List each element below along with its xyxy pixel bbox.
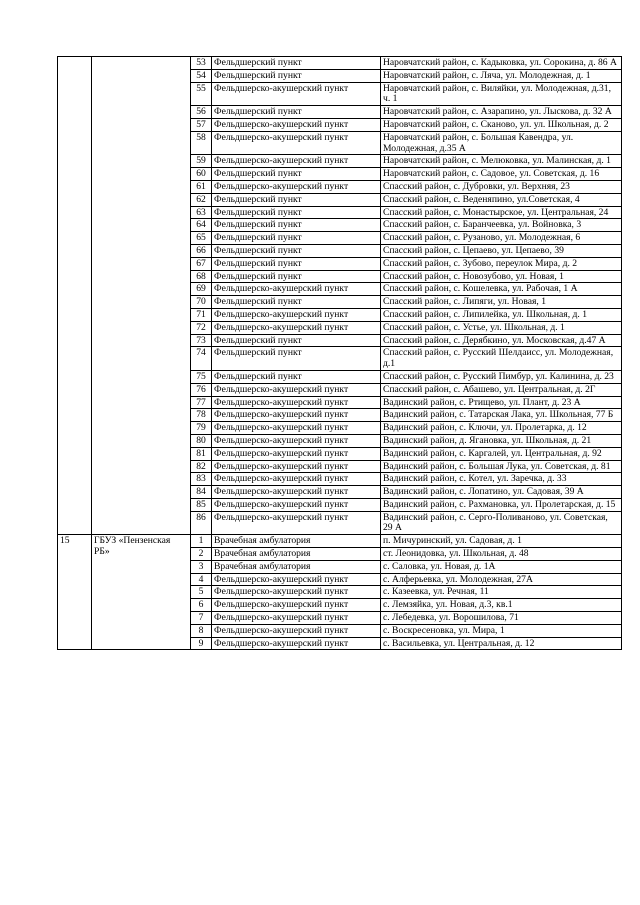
facility-type-cell: Фельдшерский пункт [212,257,381,270]
table-row [58,535,622,548]
row-number-cell: 84 [191,486,212,499]
row-number-cell: 56 [191,106,212,119]
facility-address-cell: Вадинский район, с. Рахмановка, ул. Пролетарская, д. 15 [381,498,622,511]
row-number-cell: 69 [191,283,212,296]
row-number-cell: 6 [191,599,212,612]
facility-address-cell: Наровчатский район, с. Ляча, ул. Молодежная, д. 1 [381,69,622,82]
org-name-cell [92,57,191,535]
row-number-cell: 60 [191,168,212,181]
facility-type-cell: Фельдшерско-акушерский пункт [212,308,381,321]
facility-type-cell: Фельдшерский пункт [212,106,381,119]
facility-type-cell: Фельдшерский пункт [212,244,381,257]
row-number-cell: 55 [191,82,212,106]
row-number-cell: 70 [191,296,212,309]
facility-type-cell: Врачебная амбулатория [212,535,381,548]
row-number-cell: 7 [191,612,212,625]
facility-address-cell: с. Казеевка, ул. Речная, 11 [381,586,622,599]
facility-address-cell: Спасский район, с. Кошелевка, ул. Рабочая, 1 А [381,283,622,296]
facility-type-cell: Фельдшерский пункт [212,69,381,82]
org-number-cell: 15 [58,535,92,650]
facility-address-cell: ст. Леонидовка, ул. Школьная, д. 48 [381,548,622,561]
facility-address-cell: с. Васильевка, ул. Центральная, д. 12 [381,637,622,650]
row-number-cell: 66 [191,244,212,257]
facility-type-cell: Фельдшерский пункт [212,334,381,347]
facility-type-cell: Фельдшерско-акушерский пункт [212,396,381,409]
facility-type-cell: Фельдшерско-акушерский пункт [212,82,381,106]
facility-address-cell: Вадинский район, с. Котел, ул. Заречка, д. 33 [381,473,622,486]
row-number-cell: 85 [191,498,212,511]
facility-type-cell: Фельдшерско-акушерский пункт [212,624,381,637]
facility-address-cell: Спасский район, с. Устье, ул. Школьная, д. 1 [381,321,622,334]
facility-type-cell: Фельдшерско-акушерский пункт [212,599,381,612]
facility-type-cell: Фельдшерский пункт [212,232,381,245]
row-number-cell: 71 [191,308,212,321]
row-number-cell: 57 [191,118,212,131]
org-name-cell: ГБУЗ «Пензенская РБ» [92,535,191,650]
facilities-table [57,56,622,650]
row-number-cell: 2 [191,548,212,561]
row-number-cell: 1 [191,535,212,548]
row-number-cell: 61 [191,180,212,193]
facility-type-cell: Фельдшерско-акушерский пункт [212,473,381,486]
facility-type-cell: Фельдшерский пункт [212,168,381,181]
row-number-cell: 67 [191,257,212,270]
row-number-cell: 64 [191,219,212,232]
facility-type-cell: Фельдшерско-акушерский пункт [212,447,381,460]
facility-type-cell: Фельдшерско-акушерский пункт [212,637,381,650]
row-number-cell: 74 [191,347,212,371]
facility-type-cell: Фельдшерско-акушерский пункт [212,573,381,586]
row-number-cell: 3 [191,560,212,573]
facility-address-cell: Спасский район, с. Баранчеевка, ул. Войновка, 3 [381,219,622,232]
facility-address-cell: Спасский район, с. Зубово, переулок Мира, д. 2 [381,257,622,270]
facility-address-cell: с. Саловка, ул. Новая, д. 1А [381,560,622,573]
row-number-cell: 82 [191,460,212,473]
row-number-cell: 59 [191,155,212,168]
facility-type-cell: Фельдшерско-акушерский пункт [212,409,381,422]
facility-address-cell: Спасский район, с. Липяги, ул. Новая, 1 [381,296,622,309]
facility-address-cell: Наровчатский район, с. Садовое, ул. Советская, д. 16 [381,168,622,181]
facility-address-cell: с. Лемзяйка, ул. Новая, д.3, кв.1 [381,599,622,612]
facility-type-cell: Фельдшерский пункт [212,370,381,383]
facility-address-cell: Спасский район, с. Рузаново, ул. Молодежная, 6 [381,232,622,245]
facility-type-cell: Фельдшерско-акушерский пункт [212,155,381,168]
facility-address-cell: Наровчатский район, с. Азарапино, ул. Лыскова, д. 32 А [381,106,622,119]
facility-type-cell: Фельдшерский пункт [212,347,381,371]
row-number-cell: 68 [191,270,212,283]
facility-type-cell: Врачебная амбулатория [212,560,381,573]
facility-address-cell: Вадинский район, с. Большая Лука, ул. Советская, д. 81 [381,460,622,473]
facility-address-cell: Вадинский район, с. Ключи, ул. Пролетарка, д. 12 [381,422,622,435]
row-number-cell: 63 [191,206,212,219]
facility-type-cell: Врачебная амбулатория [212,548,381,561]
row-number-cell: 9 [191,637,212,650]
row-number-cell: 65 [191,232,212,245]
row-number-cell: 77 [191,396,212,409]
facility-type-cell: Фельдшерско-акушерский пункт [212,283,381,296]
facility-address-cell: Спасский район, с. Дерябкино, ул. Московская, д.47 А [381,334,622,347]
facility-type-cell: Фельдшерско-акушерский пункт [212,486,381,499]
row-number-cell: 83 [191,473,212,486]
facility-type-cell: Фельдшерско-акушерский пункт [212,422,381,435]
row-number-cell: 73 [191,334,212,347]
facility-type-cell: Фельдшерский пункт [212,57,381,70]
facility-address-cell: Вадинский район, с. Лопатино, ул. Садовая, 39 А [381,486,622,499]
row-number-cell: 86 [191,511,212,535]
facility-address-cell: Вадинский район, с. Серго-Поливаново, ул. Советская, 29 А [381,511,622,535]
table-row [58,57,622,70]
facility-type-cell: Фельдшерский пункт [212,193,381,206]
facility-type-cell: Фельдшерско-акушерский пункт [212,321,381,334]
facility-address-cell: Спасский район, с. Новозубово, ул. Новая, 1 [381,270,622,283]
row-number-cell: 75 [191,370,212,383]
facility-type-cell: Фельдшерско-акушерский пункт [212,434,381,447]
facility-type-cell: Фельдшерский пункт [212,270,381,283]
facility-address-cell: Спасский район, с. Дубровки, ул. Верхняя, 23 [381,180,622,193]
facility-type-cell: Фельдшерский пункт [212,296,381,309]
facility-type-cell: Фельдшерско-акушерский пункт [212,586,381,599]
org-number-cell [58,57,92,535]
facility-type-cell: Фельдшерско-акушерский пункт [212,383,381,396]
row-number-cell: 72 [191,321,212,334]
facility-type-cell: Фельдшерско-акушерский пункт [212,118,381,131]
row-number-cell: 5 [191,586,212,599]
row-number-cell: 53 [191,57,212,70]
row-number-cell: 81 [191,447,212,460]
facility-address-cell: Наровчатский район, с. Мелюковка, ул. Малинская, д. 1 [381,155,622,168]
facility-address-cell: Спасский район, с. Монастырское, ул. Центральная, 24 [381,206,622,219]
facility-type-cell: Фельдшерско-акушерский пункт [212,180,381,193]
row-number-cell: 79 [191,422,212,435]
facility-address-cell: с. Воскресеновка, ул. Мира, 1 [381,624,622,637]
facility-address-cell: Вадинский район, с. Ртищево, ул. Плант, д. 23 А [381,396,622,409]
facility-type-cell: Фельдшерский пункт [212,206,381,219]
facility-address-cell: Спасский район, с. Русский Шелдаисс, ул. Молодежная, д.1 [381,347,622,371]
facility-address-cell: с. Лебедевка, ул. Ворошилова, 71 [381,612,622,625]
facility-address-cell: Спасский район, с. Липилейка, ул. Школьная, д. 1 [381,308,622,321]
facility-address-cell: Наровчатский район, с. Виляйки, ул. Молодежная, д.31, ч. 1 [381,82,622,106]
row-number-cell: 4 [191,573,212,586]
row-number-cell: 76 [191,383,212,396]
facility-type-cell: Фельдшерско-акушерский пункт [212,131,381,155]
facility-address-cell: Спасский район, с. Абашево, ул. Центральная, д. 2Г [381,383,622,396]
facility-type-cell: Фельдшерский пункт [212,219,381,232]
row-number-cell: 8 [191,624,212,637]
row-number-cell: 54 [191,69,212,82]
facility-address-cell: Наровчатский район, с. Кадыковка, ул. Сорокина, д. 86 А [381,57,622,70]
facility-address-cell: Наровчатский район, с. Сканово, ул. ул. Школьная, д. 2 [381,118,622,131]
facility-type-cell: Фельдшерско-акушерский пункт [212,460,381,473]
facility-address-cell: Вадинский район, с. Татарская Лака, ул. Школьная, 77 Б [381,409,622,422]
row-number-cell: 62 [191,193,212,206]
facility-address-cell: Вадинский район, д. Ягановка, ул. Школьная, д. 21 [381,434,622,447]
row-number-cell: 80 [191,434,212,447]
facility-type-cell: Фельдшерско-акушерский пункт [212,612,381,625]
row-number-cell: 78 [191,409,212,422]
facility-type-cell: Фельдшерско-акушерский пункт [212,498,381,511]
facility-address-cell: п. Мичуринский, ул. Садовая, д. 1 [381,535,622,548]
facility-address-cell: Спасский район, с. Цепаево, ул. Цепаево, 39 [381,244,622,257]
facility-type-cell: Фельдшерско-акушерский пункт [212,511,381,535]
row-number-cell: 58 [191,131,212,155]
facility-address-cell: Спасский район, с. Веденяпино, ул.Советская, 4 [381,193,622,206]
facility-address-cell: Спасский район, с. Русский Пимбур, ул. Калинина, д. 23 [381,370,622,383]
facility-address-cell: Наровчатский район, с. Большая Кавендра, ул. Молодежная, д.35 А [381,131,622,155]
facility-address-cell: Вадинский район, с. Каргалей, ул. Центральная, д. 92 [381,447,622,460]
facility-address-cell: с. Алферьевка, ул. Молодежная, 27А [381,573,622,586]
